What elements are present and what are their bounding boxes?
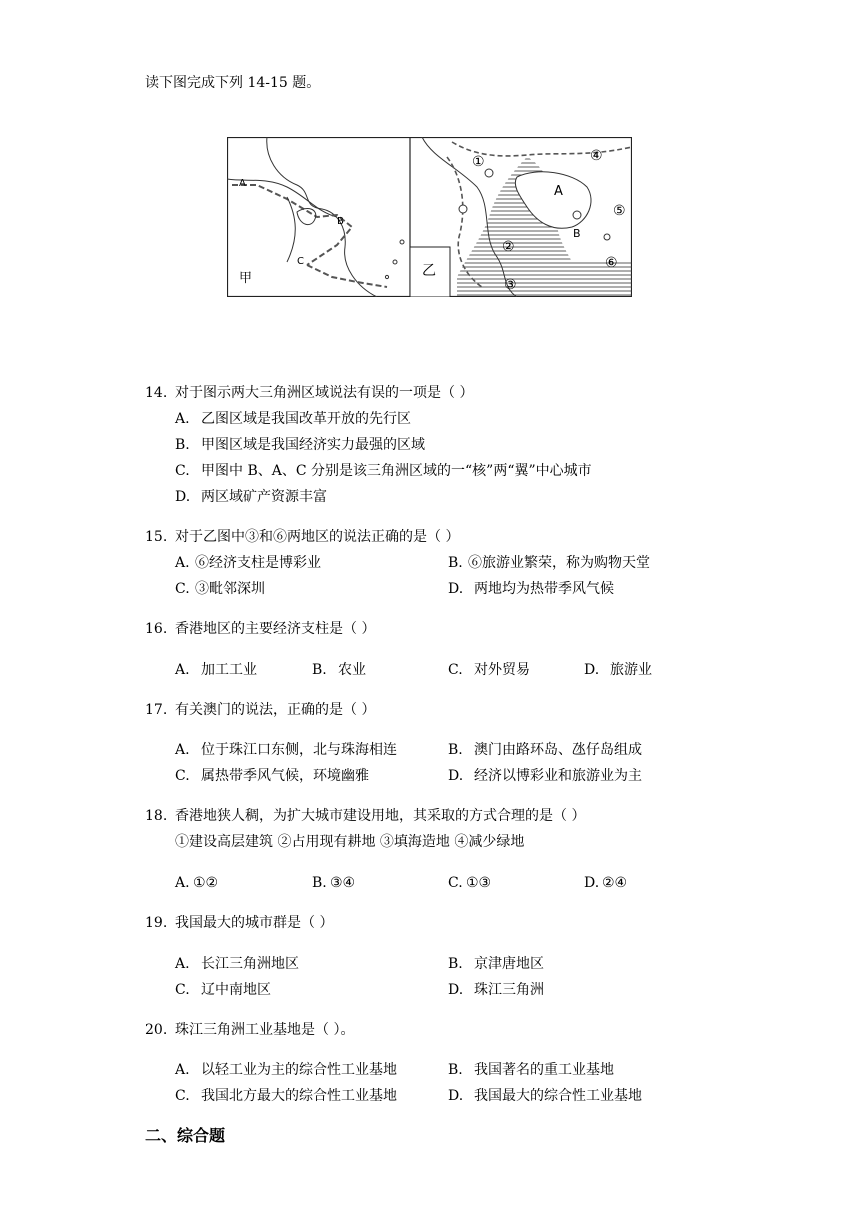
question-19-stem: 19. 我国最大的城市群是（ ） bbox=[145, 915, 334, 931]
question-15-stem: 15. 对于乙图中③和⑥两地区的说法正确的是（ ） bbox=[145, 529, 460, 545]
question-19-option-d[interactable]: D. 珠江三角洲 bbox=[448, 982, 544, 998]
question-16-option-b[interactable]: B. 农业 bbox=[312, 662, 366, 678]
question-18-stem: 18. 香港地狭人稠，为扩大城市建设用地，其采取的方式合理的是（ ） bbox=[145, 808, 586, 824]
question-20-stem: 20. 珠江三角洲工业基地是（ ）。 bbox=[145, 1022, 355, 1038]
circled-number: ④ bbox=[590, 148, 603, 164]
question-17-option-d[interactable]: D. 经济以博彩业和旅游业为主 bbox=[448, 768, 642, 784]
question-20-option-d[interactable]: D. 我国最大的综合性工业基地 bbox=[448, 1088, 642, 1104]
question-14-option-b[interactable]: B. 甲图区域是我国经济实力最强的区域 bbox=[175, 437, 425, 453]
circled-number: ⑥ bbox=[605, 255, 618, 271]
section-title: 二、综合题 bbox=[145, 1126, 226, 1145]
point-label: B bbox=[573, 227, 581, 240]
question-14-option-a[interactable]: A. 乙图区域是我国改革开放的先行区 bbox=[175, 411, 411, 427]
question-20-option-b[interactable]: B. 我国著名的重工业基地 bbox=[448, 1062, 614, 1078]
question-19-option-b[interactable]: B. 京津唐地区 bbox=[448, 956, 544, 972]
question-14-stem: 14. 对于图示两大三角洲区域说法有误的一项是（ ） bbox=[145, 385, 474, 401]
question-16-option-d[interactable]: D. 旅游业 bbox=[584, 662, 652, 678]
question-17-option-c[interactable]: C. 属热带季风气候，环境幽雅 bbox=[175, 768, 369, 784]
question-15-option-c[interactable]: C. ③毗邻深圳 bbox=[175, 581, 265, 597]
intro-text: 读下图完成下列 14-15 题。 bbox=[145, 75, 321, 91]
question-19-option-c[interactable]: C. 辽中南地区 bbox=[175, 982, 271, 998]
question-19-option-a[interactable]: A. 长江三角洲地区 bbox=[175, 956, 299, 972]
question-14-option-c[interactable]: C. 甲图中 B、A、C 分别是该三角洲区域的一“核”两“翼”中心城市 bbox=[175, 463, 592, 479]
question-14-option-d[interactable]: D. 两区域矿产资源丰富 bbox=[175, 489, 327, 505]
question-16-stem: 16. 香港地区的主要经济支柱是（ ） bbox=[145, 621, 376, 637]
question-18-option-d[interactable]: D. ②④ bbox=[584, 875, 628, 891]
question-17-stem: 17. 有关澳门的说法，正确的是（ ） bbox=[145, 702, 376, 718]
delta-maps-figure bbox=[227, 137, 632, 297]
question-15-option-b[interactable]: B. ⑥旅游业繁荣，称为购物天堂 bbox=[448, 555, 650, 571]
question-18-option-a[interactable]: A. ①② bbox=[175, 875, 219, 891]
circled-number: ① bbox=[472, 154, 485, 170]
point-label: C bbox=[297, 256, 304, 267]
question-17-option-b[interactable]: B. 澳门由路环岛、氹仔岛组成 bbox=[448, 742, 642, 758]
question-15-option-a[interactable]: A. ⑥经济支柱是博彩业 bbox=[175, 555, 321, 571]
point-label: A bbox=[554, 184, 563, 199]
point-label: A bbox=[239, 178, 246, 189]
circled-number: ③ bbox=[504, 277, 517, 293]
map-label-jia: 甲 bbox=[239, 271, 253, 286]
question-18-statements: ①建设高层建筑 ②占用现有耕地 ③填海造地 ④减少绿地 bbox=[175, 834, 525, 850]
question-18-option-b[interactable]: B. ③④ bbox=[312, 875, 356, 891]
question-18-option-c[interactable]: C. ①③ bbox=[448, 875, 492, 891]
question-20-option-a[interactable]: A. 以轻工业为主的综合性工业基地 bbox=[175, 1062, 397, 1078]
question-20-option-c[interactable]: C. 我国北方最大的综合性工业基地 bbox=[175, 1088, 397, 1104]
circled-number: ⑤ bbox=[613, 203, 626, 219]
map-label-yi: 乙 bbox=[422, 263, 436, 279]
circled-number: ② bbox=[502, 239, 515, 255]
point-label: B bbox=[337, 216, 344, 227]
question-16-option-c[interactable]: C. 对外贸易 bbox=[448, 662, 530, 678]
question-17-option-a[interactable]: A. 位于珠江口东侧，北与珠海相连 bbox=[175, 742, 397, 758]
question-16-option-a[interactable]: A. 加工工业 bbox=[175, 662, 257, 678]
question-15-option-d[interactable]: D. 两地均为热带季风气候 bbox=[448, 581, 614, 597]
